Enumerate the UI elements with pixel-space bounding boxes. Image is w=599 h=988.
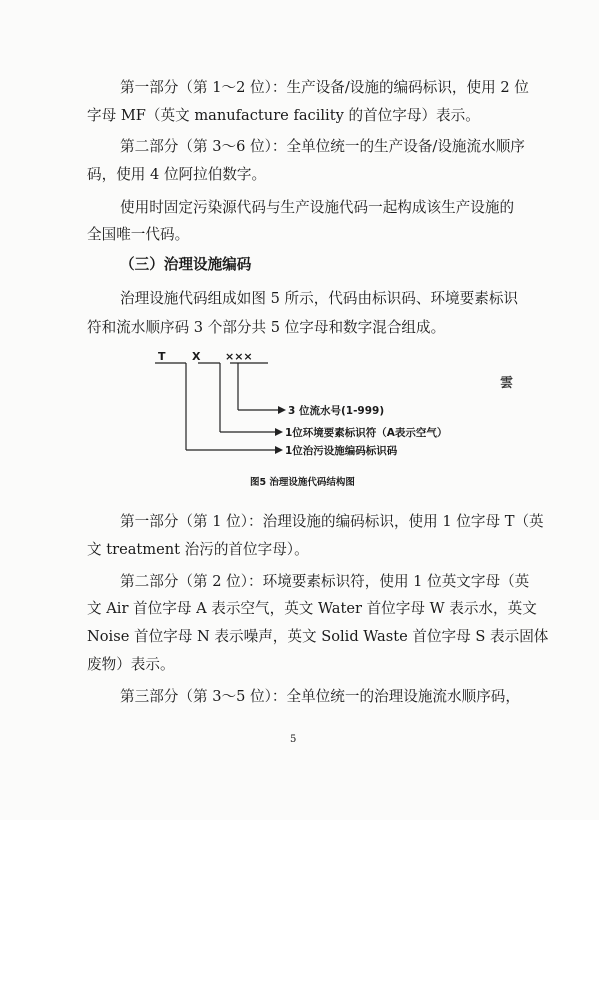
paragraph-line: 使用时固定污染源代码与生产设施代码一起构成该生产设施的 <box>120 199 515 216</box>
section-heading: （三）治理设施编码 <box>120 256 252 273</box>
paragraph-line: 第一部分（第 1 位）：治理设施的编码标识，使用 1 位字母 T（英 <box>120 513 544 530</box>
stamp-mark: 雲 <box>500 376 514 391</box>
paragraph-line: 第一部分（第 1～2 位）：生产设备/设施的编码标识，使用 2 位 <box>120 79 529 96</box>
paragraph-line: 第三部分（第 3～5 位）：全单位统一的治理设施流水顺序码， <box>120 688 520 705</box>
paragraph-line: Noise 首位字母 N 表示噪声，英文 Solid Waste 首位字母 S 表示固体 <box>87 628 549 645</box>
blank-area <box>0 820 599 988</box>
paragraph-line: 码，使用 4 位阿拉伯数字。 <box>87 166 267 183</box>
paragraph-line: 第二部分（第 2 位）：环境要素标识符，使用 1 位英文字母（英 <box>120 573 530 590</box>
code-letter-t: T <box>158 350 166 363</box>
code-structure-diagram <box>150 350 448 465</box>
label-facility-code: 1位治污设施编码标识码 <box>285 445 398 457</box>
paragraph-line: 废物）表示。 <box>87 656 175 673</box>
figure-caption: 图5 治理设施代码结构图 <box>250 477 355 488</box>
code-letter-xxx: ××× <box>225 350 253 363</box>
label-serial-number: 3 位流水号(1-999) <box>288 405 385 417</box>
paragraph-line: 字母 MF（英文 manufacture facility 的首位字母）表示。 <box>87 107 480 124</box>
page-number: 5 <box>290 734 297 745</box>
paragraph-line: 治理设施代码组成如图 5 所示，代码由标识码、环境要素标识 <box>120 290 519 307</box>
paragraph-line: 文 Air 首位字母 A 表示空气，英文 Water 首位字母 W 表示水，英文 <box>87 600 537 617</box>
paragraph-line: 符和流水顺序码 3 个部分共 5 位字母和数字混合组成。 <box>87 319 446 336</box>
code-letter-x: X <box>192 350 201 363</box>
paragraph-line: 文 treatment 治污的首位字母）。 <box>87 541 309 558</box>
paragraph-line: 第二部分（第 3～6 位）：全单位统一的生产设备/设施流水顺序 <box>120 138 525 155</box>
paragraph-line: 全国唯一代码。 <box>87 226 190 243</box>
label-env-identifier: 1位环境要素标识符（A表示空气） <box>285 427 448 439</box>
